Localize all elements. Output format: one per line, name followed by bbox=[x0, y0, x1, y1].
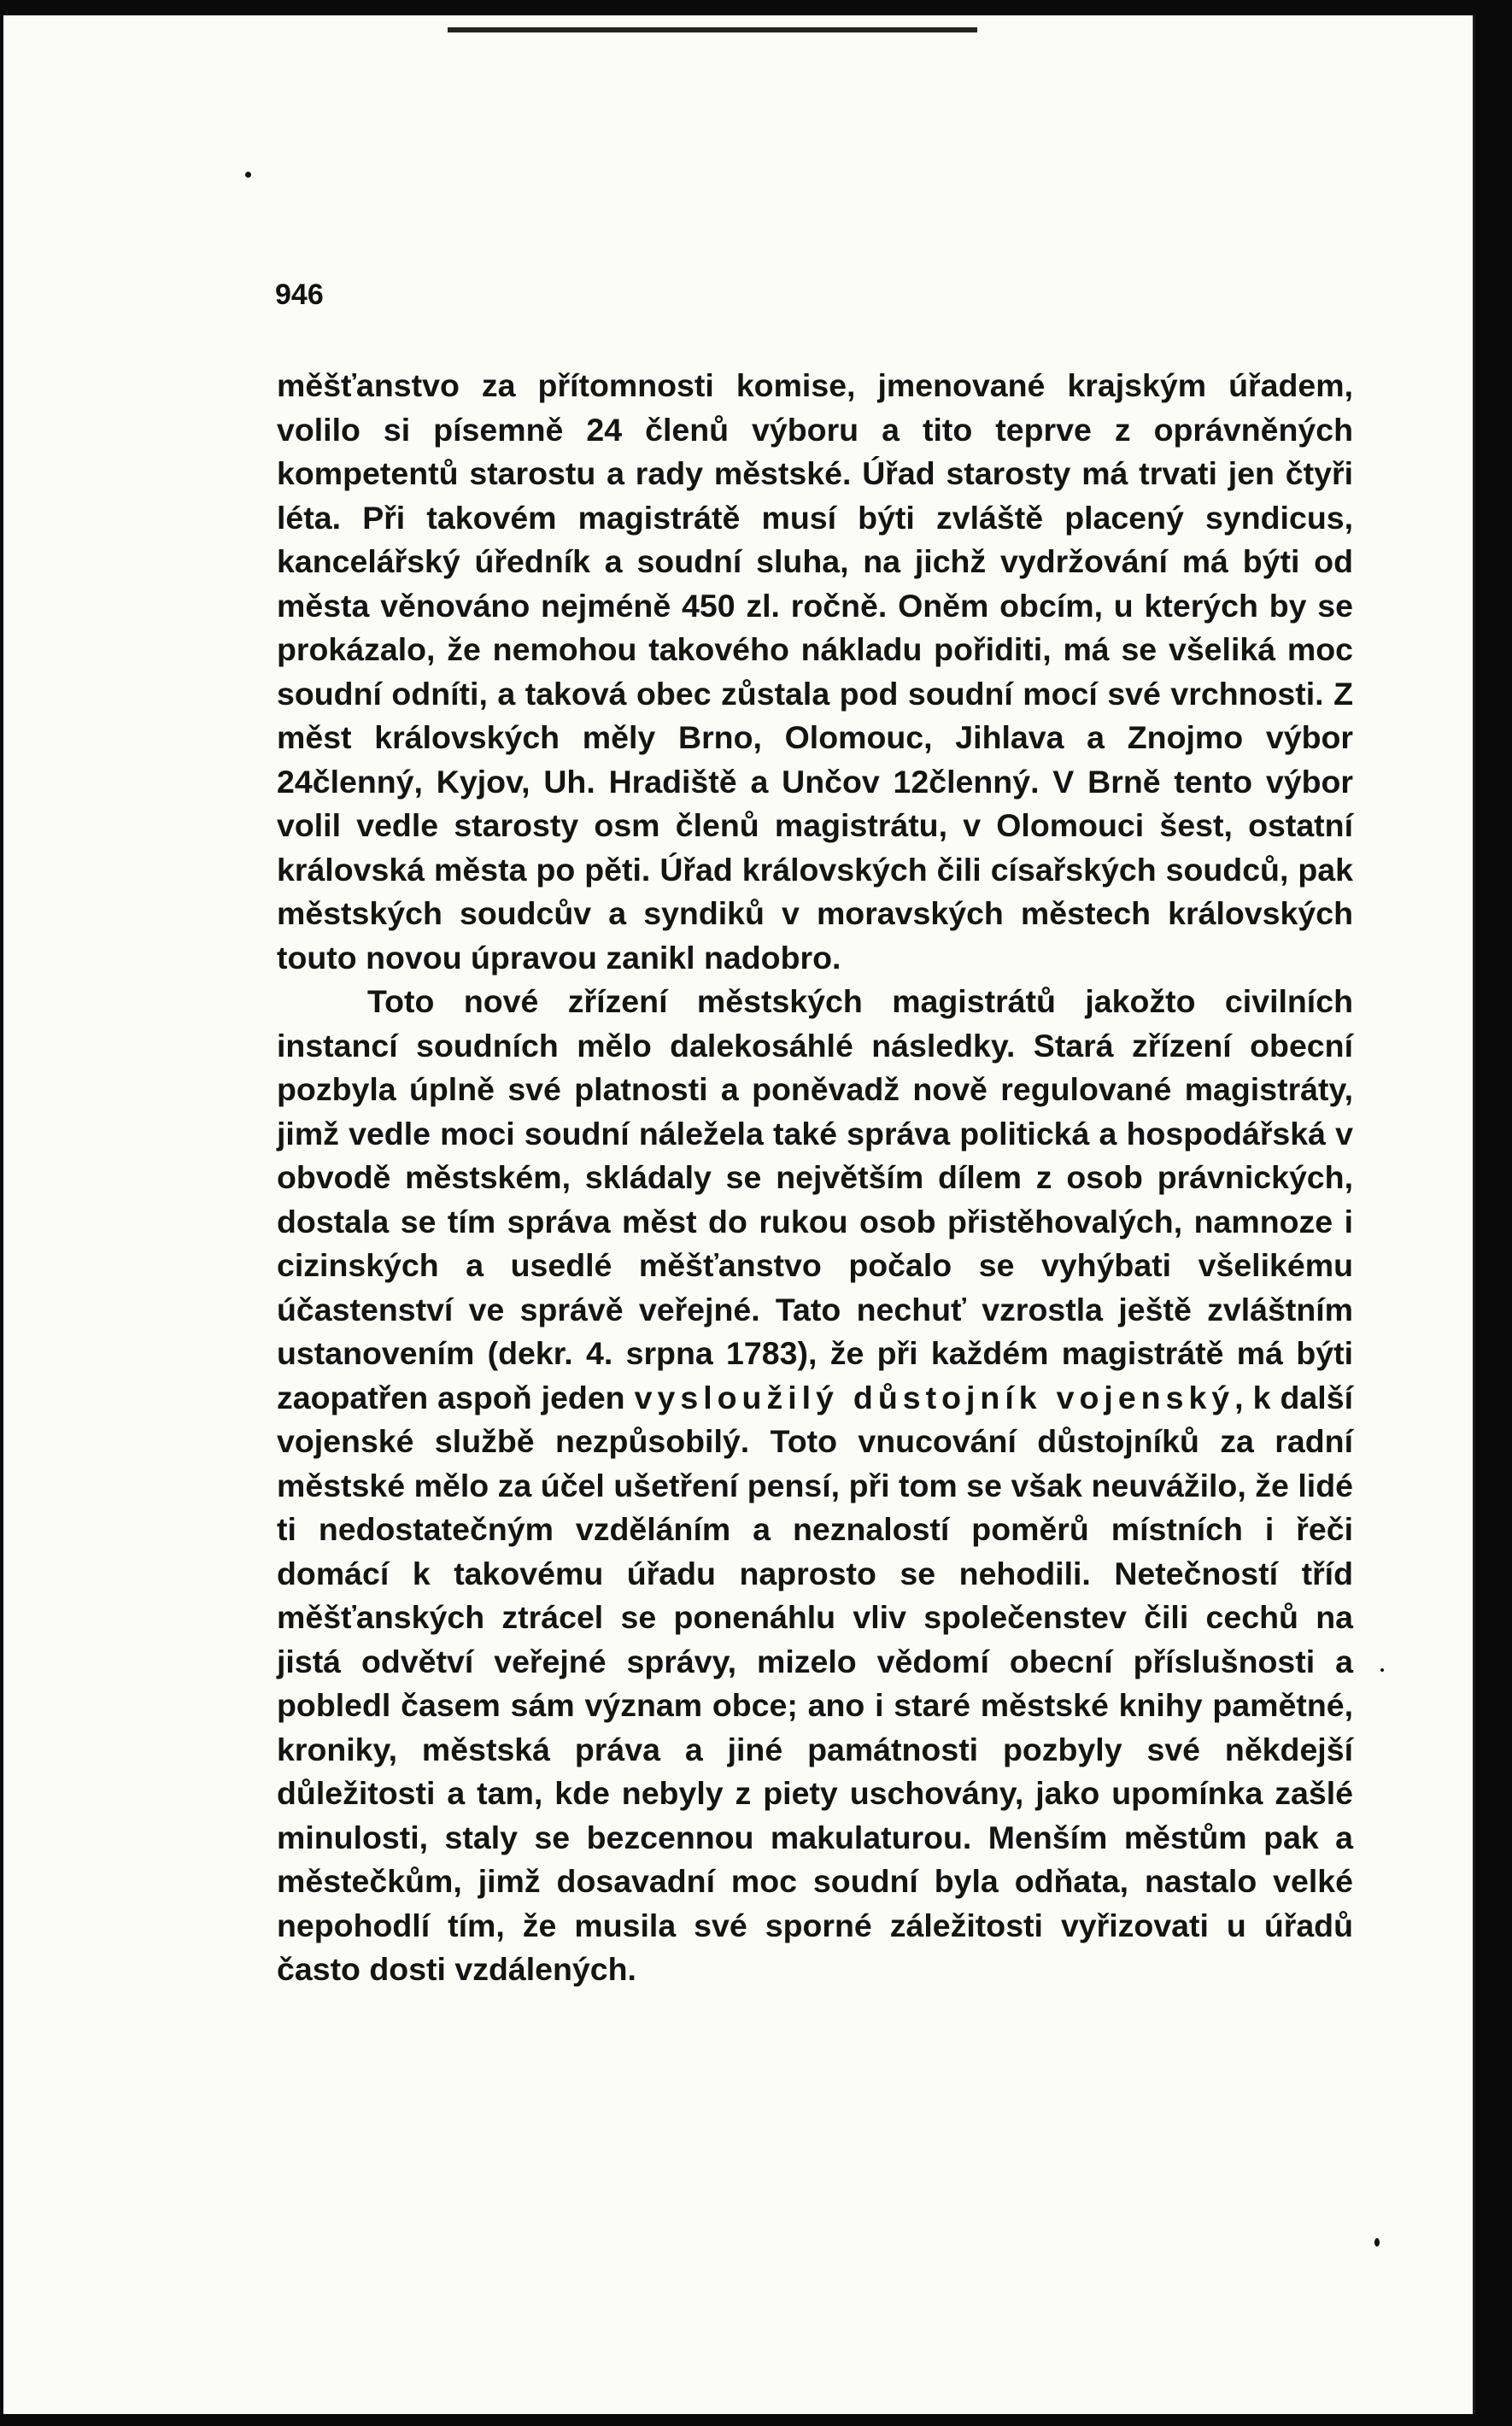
body-text bbox=[277, 364, 1353, 1992]
book-page bbox=[3, 15, 1475, 2414]
paragraph-1 bbox=[277, 364, 1353, 980]
paragraph-2 bbox=[277, 980, 1353, 1992]
ink-speck bbox=[1374, 2238, 1380, 2247]
paragraph-2-text-b: , k další vojenské službě nezpůsobilý. Toto vnucování důstojníků za radní městské mělo za účel ušetření pensí, při tom se však neuvážilo, že lidé ti nedostatečným vzděláním a neznalostí poměrů místních i řeči domácí k takovému úřadu naprosto se nehodili. Netečností tříd měšťanských ztrácel se ponenáhlu vliv společenstev čili cechů na jistá odvětví veřejné správy, mizelo vědomí obecní příslušnosti a pobledl časem sám význam obce; ano i staré městské knihy pamětné, kroniky, městská práva a jiné památnosti pozbyly své někdejší důležitosti a tam, kde nebyly z piety uschovány, jako upomínka zašlé minulosti, staly se bezcennou makulaturou. Menším městům pak a městečkům, jimž dosavadní moc soudní byla odňata, nastalo velké nepohodlí tím, že musila své sporné záležitosti vyřizovati u úřadů často dosti vzdálených. bbox=[277, 1379, 1353, 1987]
ink-speck bbox=[245, 172, 251, 178]
page-top-edge bbox=[448, 27, 977, 32]
paragraph-1-text: měšťanstvo za přítomnosti komise, jmenované krajským úřadem, volilo si písemně 24 členů výboru a tito teprve z oprávněných kompetentů starostu a rady městské. Úřad starosty má trvati jen čtyři léta. Při takovém magistrátě musí býti zvláště placený syndicus, kancelářský úředník a soudní sluha, na jichž vydržování má býti od města věnováno nejméně 450 zl. ročně. Oněm obcím, u kterých by se prokázalo, že nemohou takového nákladu pořiditi, má se všeliká moc soudní odníti, a taková obec zůstala pod soudní mocí své vrchnosti. Z měst královských měly Brno, Olomouc, Jihlava a Znojmo výbor 24členný, Kyjov, Uh. Hradiště a Unčov 12členný. V Brně tento výbor volil vedle starosty osm členů magistrátu, v Olomouci šest, ostatní královská města po pěti. Úřad královských čili císařských soudců, pak městských soudcův a syndiků v moravských městech královských touto novou úpravou zanikl nadobro. bbox=[277, 367, 1353, 976]
ink-speck bbox=[1380, 1668, 1384, 1672]
paragraph-2-text-a: Toto nové zřízení městských magistrátů jakožto civilních instancí soudních mělo dalekosáhlé následky. Stará zřízení obecní pozbyla úplně své platnosti a poněvadž nově regulované magistráty, jimž vedle moci soudní náležela také správa politická a hospodářská v obvodě městském, skládaly se největším dílem z osob právnických, dostala se tím správa měst do rukou osob přistěhovalých, namnoze i cizinských a usedlé měšťanstvo počalo se vyhýbati všelikému účastenství ve správě veřejné. Tato nechuť vzrostla ještě zvláštním ustanovením (dekr. 4. srpna 1783), že při každém magistrátě má býti zaopatřen aspoň jeden bbox=[277, 983, 1353, 1415]
page-number: 946 bbox=[275, 278, 324, 311]
spaced-emphasis: vysloužilý důstojník vojenský bbox=[634, 1379, 1235, 1415]
